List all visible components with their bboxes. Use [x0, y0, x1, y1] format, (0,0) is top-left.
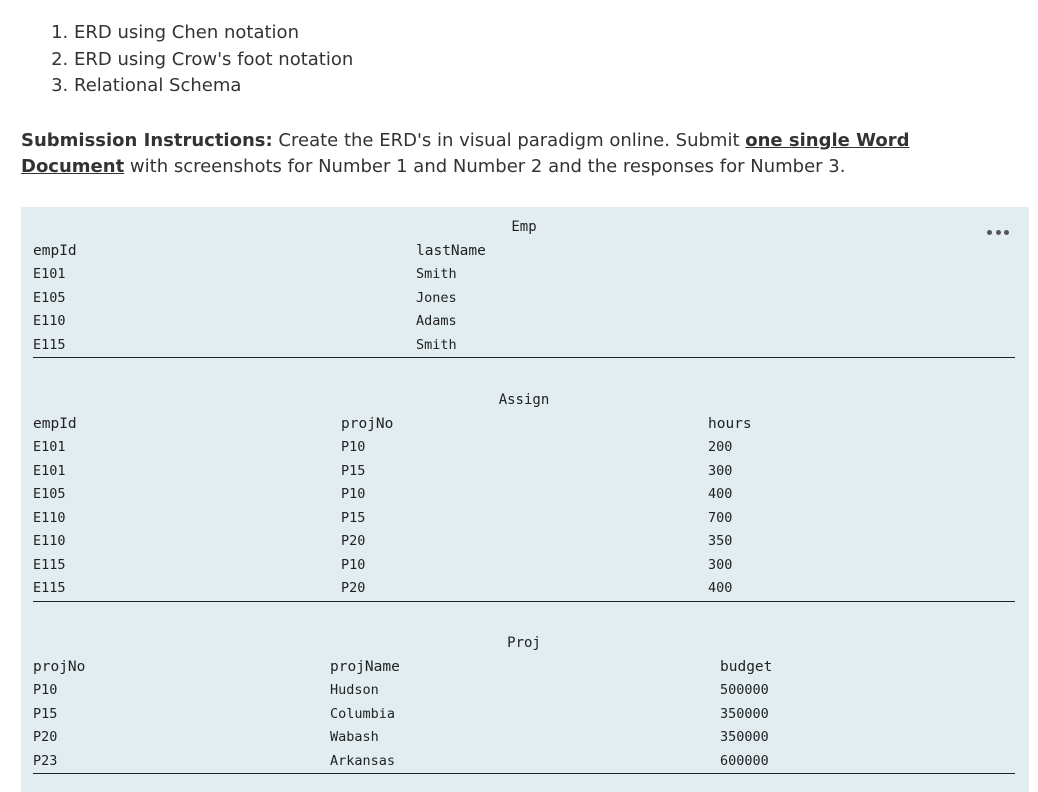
table-cell: P15 [33, 705, 58, 722]
table-cell: Hudson [330, 682, 379, 698]
table-cell: E101 [33, 266, 66, 282]
table-cell: 400 [708, 580, 733, 596]
column-header: projName [330, 659, 400, 675]
table-cell: Columbia [330, 705, 396, 722]
table-cell: E115 [33, 556, 66, 573]
table-cell: 200 [708, 439, 733, 455]
table-cell: P10 [341, 556, 366, 573]
table-cell: P15 [341, 509, 366, 526]
table-row [33, 577, 1015, 601]
table-cell: E115 [33, 580, 66, 596]
column-header: empId [33, 416, 77, 432]
table-cell: 300 [708, 462, 733, 479]
table-cell: Smith [416, 336, 457, 353]
table-row [33, 554, 1015, 578]
table-cell: 500000 [720, 682, 769, 698]
table-cell: 350 [708, 533, 733, 549]
column-header: hours [708, 416, 752, 432]
instructions-emphasis: one single Word Document [21, 130, 910, 177]
submission-instructions [21, 128, 981, 180]
table-row [33, 679, 1015, 703]
task-item: 1. ERD using Chen notation [74, 20, 353, 47]
table-cell: E105 [33, 289, 66, 306]
table-row [33, 436, 1015, 460]
code-block [21, 207, 1029, 792]
table-cell: 400 [708, 486, 733, 502]
table-row [33, 310, 1015, 334]
table-title: Emp [511, 219, 537, 235]
table-title: Proj [507, 635, 541, 651]
table-cell: Wabash [330, 729, 379, 745]
table-cell: Arkansas [330, 752, 396, 769]
assign-table [33, 388, 1015, 602]
table-row [33, 530, 1015, 554]
table-cell: 600000 [720, 752, 769, 769]
table-row [33, 726, 1015, 750]
table-cell: P23 [33, 752, 58, 769]
table-header-row [33, 239, 1015, 263]
table-title: Assign [498, 392, 550, 408]
instructions-label: Submission Instructions: [21, 130, 273, 151]
table-header-row [33, 655, 1015, 679]
table-cell: E101 [33, 439, 66, 455]
table-row [33, 460, 1015, 484]
table-row [33, 750, 1015, 774]
table-cell: Adams [416, 313, 457, 329]
table-cell: 350000 [720, 729, 769, 745]
table-cell: P10 [33, 682, 58, 698]
proj-table [33, 631, 1015, 774]
column-header: empId [33, 243, 77, 259]
table-row [33, 703, 1015, 727]
column-header: projNo [33, 659, 86, 675]
table-row [33, 507, 1015, 531]
table-cell: Smith [416, 266, 457, 282]
table-cell: 350000 [720, 705, 769, 722]
column-header: lastName [416, 243, 486, 259]
table-row [33, 263, 1015, 287]
table-row [33, 483, 1015, 507]
task-item: 3. Relational Schema [74, 73, 353, 100]
table-cell: E115 [33, 336, 66, 353]
table-cell: P20 [341, 580, 366, 596]
table-cell: P10 [341, 486, 366, 502]
table-cell: P15 [341, 462, 366, 479]
table-row [33, 334, 1015, 358]
table-header-row [33, 412, 1015, 436]
emp-table [33, 215, 1015, 358]
table-cell: P20 [341, 533, 366, 549]
table-cell: 300 [708, 556, 733, 573]
table-cell: E101 [33, 462, 66, 479]
table-cell: Jones [416, 289, 457, 306]
task-item: 2. ERD using Crow's foot notation [74, 47, 353, 74]
table-cell: P20 [33, 729, 58, 745]
table-cell: P10 [341, 439, 366, 455]
instructions-text-after: with screenshots for Number 1 and Number 2 and the responses for Number 3. [124, 156, 846, 177]
table-cell: E110 [33, 533, 66, 549]
table-cell: 700 [708, 509, 733, 526]
task-list [36, 20, 353, 100]
table-cell: E105 [33, 486, 66, 502]
column-header: budget [720, 659, 773, 675]
table-cell: E110 [33, 509, 66, 526]
table-row [33, 287, 1015, 311]
table-cell: E110 [33, 313, 66, 329]
instructions-text-before: Create the ERD's in visual paradigm online. Submit [272, 130, 746, 151]
column-header: projNo [341, 416, 394, 432]
